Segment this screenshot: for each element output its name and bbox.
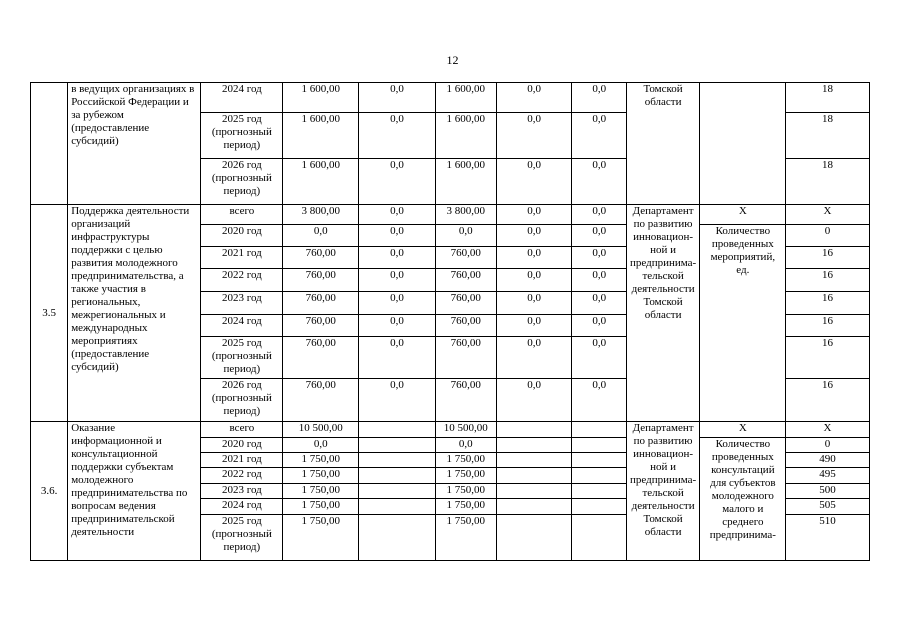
total-cell: 0,0 xyxy=(283,225,359,247)
local-cell: 0,0 xyxy=(496,83,572,113)
local-cell xyxy=(496,422,572,438)
extra-cell xyxy=(572,438,627,453)
regional-cell: 1 600,00 xyxy=(435,159,496,205)
measure-name: Оказание информационной и консультационной поддержки субъектам молодежного предпринимательства по вопросам ведения предпринимательской деятельности xyxy=(68,422,201,561)
indicator-value: 16 xyxy=(786,337,869,379)
indicator-value: 16 xyxy=(786,269,869,292)
year-cell: всего xyxy=(201,205,283,225)
extra-cell: 0,0 xyxy=(572,113,627,159)
item-number: 3.5 xyxy=(31,205,68,422)
extra-cell: 0,0 xyxy=(572,269,627,292)
indicator-value: 16 xyxy=(786,292,869,315)
indicator-value: Х xyxy=(786,205,869,225)
local-cell xyxy=(496,515,572,561)
executor-cell: Департамент по развитию инновацион-ной и предпринима-тельской деятельности Томской области xyxy=(627,205,700,422)
federal-cell: 0,0 xyxy=(359,379,436,422)
total-cell: 760,00 xyxy=(283,315,359,337)
regional-cell: 1 750,00 xyxy=(435,484,496,499)
regional-cell: 760,00 xyxy=(435,337,496,379)
regional-cell: 760,00 xyxy=(435,315,496,337)
extra-cell: 0,0 xyxy=(572,292,627,315)
total-cell: 760,00 xyxy=(283,269,359,292)
federal-cell: 0,0 xyxy=(359,337,436,379)
total-cell: 1 750,00 xyxy=(283,499,359,515)
year-cell: 2020 год xyxy=(201,438,283,453)
year-cell: всего xyxy=(201,422,283,438)
extra-cell xyxy=(572,453,627,468)
regional-cell: 1 750,00 xyxy=(435,499,496,515)
federal-cell xyxy=(359,515,436,561)
total-cell: 760,00 xyxy=(283,247,359,269)
total-cell: 760,00 xyxy=(283,337,359,379)
indicator-cell: Количество проведенных мероприятий, ед. xyxy=(700,225,786,422)
regional-cell: 1 750,00 xyxy=(435,453,496,468)
local-cell: 0,0 xyxy=(496,379,572,422)
total-cell: 1 600,00 xyxy=(283,83,359,113)
measure-name: Поддержка деятельности организаций инфраструктуры поддержки с целью развития молодежного предпринимательства, а также участия в региональных, межрегиональных и международных мероприятиях (предоставление субсидий) xyxy=(68,205,201,422)
local-cell: 0,0 xyxy=(496,225,572,247)
year-cell: 2025 год (прогнозный период) xyxy=(201,113,283,159)
extra-cell: 0,0 xyxy=(572,159,627,205)
year-cell: 2026 год (прогнозный период) xyxy=(201,159,283,205)
local-cell: 0,0 xyxy=(496,337,572,379)
local-cell: 0,0 xyxy=(496,159,572,205)
local-cell: 0,0 xyxy=(496,205,572,225)
total-cell: 1 600,00 xyxy=(283,159,359,205)
total-cell: 760,00 xyxy=(283,292,359,315)
indicator-value: 18 xyxy=(786,83,869,113)
regional-cell: 760,00 xyxy=(435,379,496,422)
federal-cell: 0,0 xyxy=(359,83,436,113)
indicator-value: 495 xyxy=(786,468,869,484)
indicator-x: Х xyxy=(700,205,786,225)
year-cell: 2025 год (прогнозный период) xyxy=(201,515,283,561)
year-cell: 2020 год xyxy=(201,225,283,247)
indicator-value: 16 xyxy=(786,379,869,422)
regional-cell: 10 500,00 xyxy=(435,422,496,438)
year-cell: 2022 год xyxy=(201,269,283,292)
extra-cell xyxy=(572,499,627,515)
page-number: 12 xyxy=(446,53,459,67)
local-cell xyxy=(496,453,572,468)
indicator-value: 500 xyxy=(786,484,869,499)
item-number: 3.6. xyxy=(31,422,68,561)
local-cell: 0,0 xyxy=(496,247,572,269)
federal-cell: 0,0 xyxy=(359,315,436,337)
year-cell: 2021 год xyxy=(201,453,283,468)
executor-cell: Департамент по развитию инновацион-ной и предпринима-тельской деятельности Томской области xyxy=(627,422,700,561)
extra-cell: 0,0 xyxy=(572,315,627,337)
indicator-value: 18 xyxy=(786,159,869,205)
year-cell: 2021 год xyxy=(201,247,283,269)
federal-cell: 0,0 xyxy=(359,247,436,269)
federal-cell: 0,0 xyxy=(359,113,436,159)
extra-cell xyxy=(572,468,627,484)
extra-cell: 0,0 xyxy=(572,83,627,113)
indicator-value: 505 xyxy=(786,499,869,515)
year-cell: 2024 год xyxy=(201,499,283,515)
table-row xyxy=(31,83,905,113)
table-row xyxy=(31,422,905,438)
total-cell: 1 750,00 xyxy=(283,453,359,468)
regional-cell: 1 600,00 xyxy=(435,83,496,113)
extra-cell: 0,0 xyxy=(572,205,627,225)
local-cell xyxy=(496,499,572,515)
local-cell xyxy=(496,484,572,499)
local-cell xyxy=(496,468,572,484)
federal-cell: 0,0 xyxy=(359,292,436,315)
indicator-value: 490 xyxy=(786,453,869,468)
total-cell: 1 750,00 xyxy=(283,515,359,561)
local-cell: 0,0 xyxy=(496,292,572,315)
table-row xyxy=(31,205,905,225)
indicator-x: Х xyxy=(700,422,786,438)
local-cell xyxy=(496,438,572,453)
federal-cell xyxy=(359,438,436,453)
federal-cell: 0,0 xyxy=(359,269,436,292)
total-cell: 0,0 xyxy=(283,438,359,453)
federal-cell xyxy=(359,484,436,499)
num-cell xyxy=(31,83,68,205)
federal-cell: 0,0 xyxy=(359,159,436,205)
indicator-value: 16 xyxy=(786,247,869,269)
indicator-value: 18 xyxy=(786,113,869,159)
total-cell: 760,00 xyxy=(283,379,359,422)
indicator-value: 0 xyxy=(786,225,869,247)
local-cell: 0,0 xyxy=(496,315,572,337)
local-cell: 0,0 xyxy=(496,113,572,159)
indicator-value: 510 xyxy=(786,515,869,561)
regional-cell: 1 750,00 xyxy=(435,468,496,484)
extra-cell: 0,0 xyxy=(572,247,627,269)
federal-cell: 0,0 xyxy=(359,205,436,225)
total-cell: 1 600,00 xyxy=(283,113,359,159)
regional-cell: 3 800,00 xyxy=(435,205,496,225)
year-cell: 2022 год xyxy=(201,468,283,484)
local-cell: 0,0 xyxy=(496,269,572,292)
federal-cell: 0,0 xyxy=(359,225,436,247)
regional-cell: 760,00 xyxy=(435,247,496,269)
extra-cell xyxy=(572,484,627,499)
program-table xyxy=(30,82,905,561)
year-cell: 2024 год xyxy=(201,315,283,337)
year-cell: 2026 год (прогнозный период) xyxy=(201,379,283,422)
measure-name: в ведущих организациях в Российской Федерации и за рубежом (предоставление субсидий) xyxy=(68,83,201,205)
regional-cell: 1 600,00 xyxy=(435,113,496,159)
regional-cell: 760,00 xyxy=(435,269,496,292)
indicator-value: Х xyxy=(786,422,869,438)
indicator-value: 0 xyxy=(786,438,869,453)
regional-cell: 1 750,00 xyxy=(435,515,496,561)
federal-cell xyxy=(359,499,436,515)
year-cell: 2024 год xyxy=(201,83,283,113)
year-cell: 2023 год xyxy=(201,484,283,499)
extra-cell: 0,0 xyxy=(572,379,627,422)
regional-cell: 0,0 xyxy=(435,225,496,247)
year-cell: 2025 год (прогнозный период) xyxy=(201,337,283,379)
federal-cell xyxy=(359,453,436,468)
year-cell: 2023 год xyxy=(201,292,283,315)
extra-cell: 0,0 xyxy=(572,225,627,247)
federal-cell xyxy=(359,422,436,438)
extra-cell: 0,0 xyxy=(572,337,627,379)
indicator-value: 16 xyxy=(786,315,869,337)
total-cell: 1 750,00 xyxy=(283,484,359,499)
extra-cell xyxy=(572,422,627,438)
total-cell: 3 800,00 xyxy=(283,205,359,225)
indicator-cell: Количество проведенных консультаций для субъектов молодежного малого и среднего предпринима- xyxy=(700,438,786,561)
executor-cell: Томской области xyxy=(627,83,700,205)
indicator-cell xyxy=(700,83,786,205)
regional-cell: 0,0 xyxy=(435,438,496,453)
regional-cell: 760,00 xyxy=(435,292,496,315)
federal-cell xyxy=(359,468,436,484)
total-cell: 1 750,00 xyxy=(283,468,359,484)
total-cell: 10 500,00 xyxy=(283,422,359,438)
extra-cell xyxy=(572,515,627,561)
